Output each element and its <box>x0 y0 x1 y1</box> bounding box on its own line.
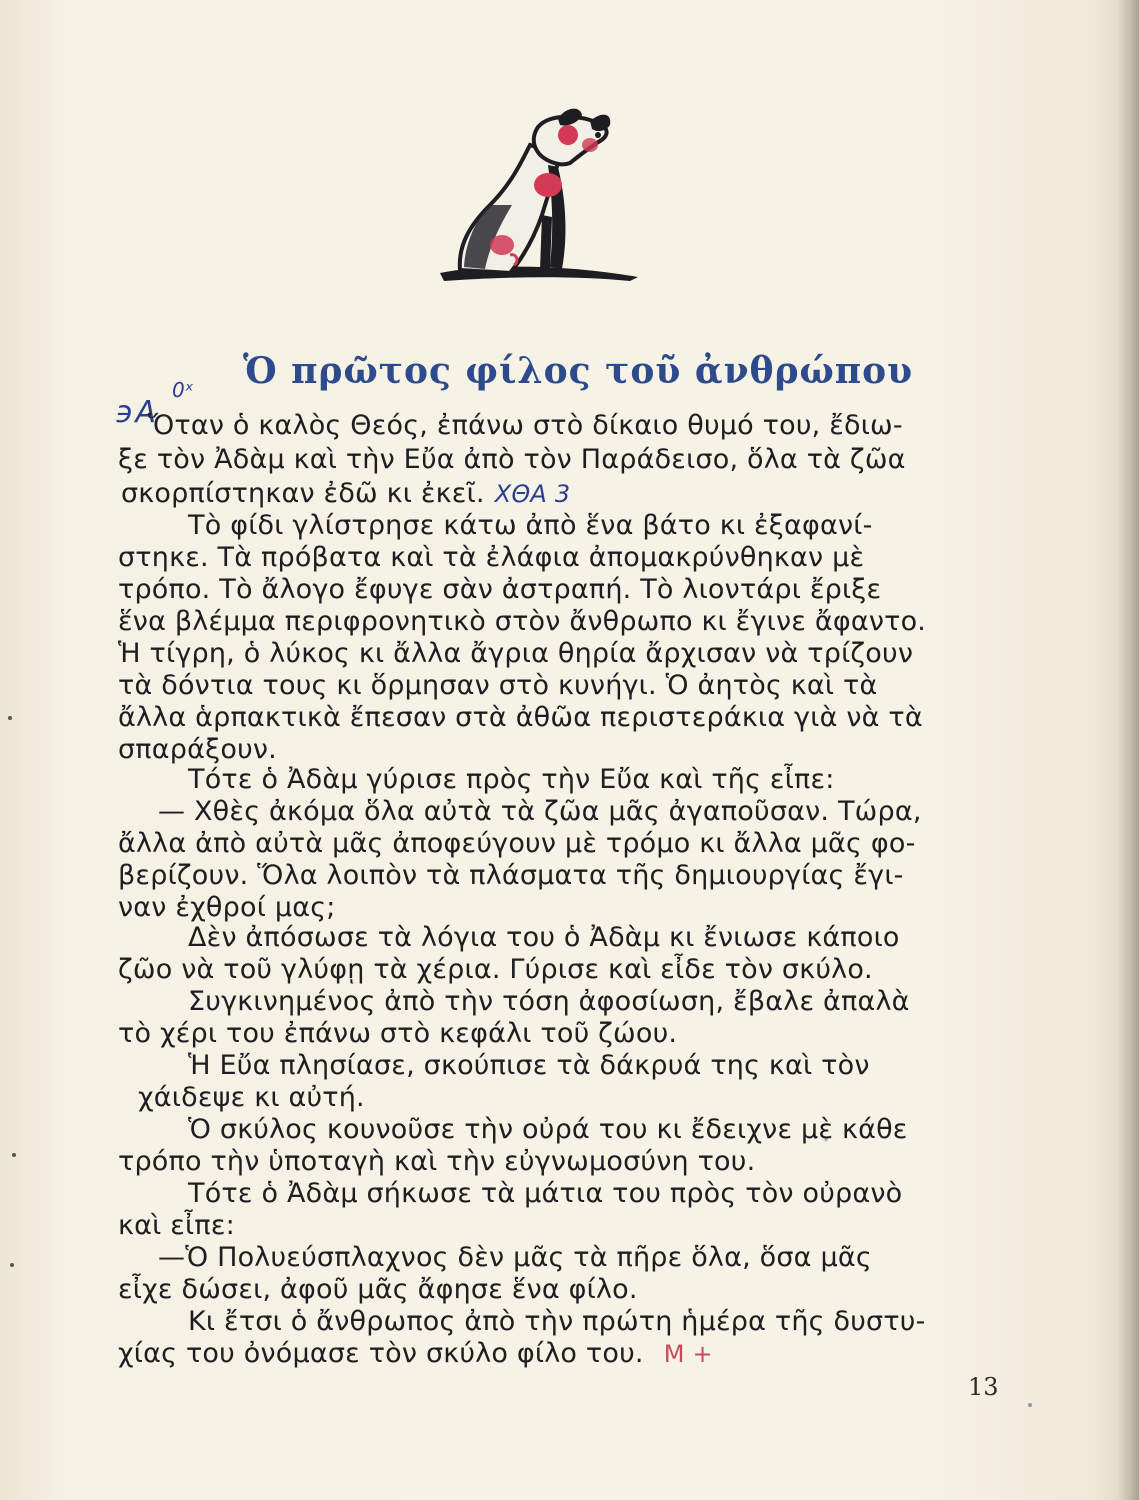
text-line: τρόπο. Τὸ ἄλογο ἔφυγε σὰν ἀστραπή. Τὸ λιοντάρι ἔριξε <box>118 574 882 605</box>
text-line: ξε τὸν Ἀδὰμ καὶ τὴν Εὔα ἀπὸ τὸν Παράδεισο, ὅλα τὰ ζῶα <box>118 444 906 475</box>
margin-handwritten-note: ϶Α <box>115 395 158 430</box>
text-line: Δὲν ἀπόσωσε τὰ λόγια του ὁ Ἀδὰμ κι ἔνιωσε κάποιο <box>188 922 900 953</box>
text-line: Τὸ φίδι γλίστρησε κάτω ἀπὸ ἕνα βάτο κι ἐξαφανί- <box>188 510 873 541</box>
text-line: εἶχε δώσει, ἀφοῦ μᾶς ἄφησε ἕνα φίλο. <box>118 1274 638 1305</box>
text-line: ἄλλα ἀπὸ αὐτὰ μᾶς ἀποφεύγουν μὲ τρόμο κι ἄλλα μᾶς φο- <box>118 828 916 859</box>
sitting-dog-drawing-icon <box>430 105 650 305</box>
text-line: ἕνα βλέμμα περιφρονητικὸ στὸν ἄνθρωπο κι ἔγινε ἄφαντο. <box>118 606 927 637</box>
text-line: Ὅταν ὁ καλὸς Θεός, ἐπάνω στὸ δίκαιο θυμό του, ἔδιω- <box>148 410 903 441</box>
text-line: σκορπίστηκαν ἐδῶ κι ἐκεῖ. ΧΘΑ 3 <box>121 478 571 509</box>
text-line: Ἡ τίγρη, ὁ λύκος κι ἄλλα ἄγρια θηρία ἄρχισαν νὰ τρίζουν <box>118 638 914 669</box>
text-line: —Ὁ Πολυεύσπλαχνος δὲν μᾶς τὰ πῆρε ὅλα, ὅσα μᾶς <box>158 1242 872 1273</box>
text-line: καὶ εἶπε: <box>118 1210 235 1241</box>
text-line: Τότε ὁ Ἀδὰμ γύρισε πρὸς τὴν Εὔα καὶ τῆς εἶπε: <box>188 764 835 795</box>
end-handwritten-note: M + <box>663 1340 713 1368</box>
text-line: Τότε ὁ Ἀδὰμ σήκωσε τὰ μάτια του πρὸς τὸν οὐρανὸ <box>188 1178 903 1209</box>
text-line: τὸ χέρι του ἐπάνω στὸ κεφάλι τοῦ ζώου. <box>118 1018 678 1049</box>
page-number: 13 <box>968 1373 999 1401</box>
text-line: Ἡ Εὔα πλησίασε, σκούπισε τὰ δάκρυά της καὶ τὸν <box>188 1050 870 1081</box>
text-line: τρόπο τὴν ὑποταγὴ καὶ τὴν εὐγνωμοσύνη του. <box>118 1146 756 1177</box>
text-line: σπαράξουν. <box>118 734 277 765</box>
text-line: ζῶο νὰ τοῦ γλύφῃ τὰ χέρια. Γύρισε καὶ εἶδε τὸν σκύλο. <box>118 954 873 985</box>
text-line: ἄλλα ἁρπακτικὰ ἔπεσαν στὰ ἀθῶα περιστεράκια γιὰ νὰ τὰ <box>118 702 923 733</box>
text-line: στηκε. Τὰ πρόβατα καὶ τὰ ἐλάφια ἀπομακρύνθηκαν μὲ <box>118 542 865 573</box>
margin-handwritten-note-sup: 0ˣ <box>172 378 194 402</box>
text-line: χίας του ὀνόμασε τὸν σκύλο φίλο του. M + <box>118 1338 713 1369</box>
text-line: χάιδεψε κι αὐτή. <box>138 1082 365 1113</box>
text-line: Κι ἔτσι ὁ ἄνθρωπος ἀπὸ τὴν πρώτη ἡμέρα τῆς δυστυ- <box>188 1306 926 1337</box>
text-line: βερίζουν. Ὅλα λοιπὸν τὰ πλάσματα τῆς δημιουργίας ἔγι- <box>118 860 904 891</box>
text-line: Ὁ σκύλος κουνοῦσε τὴν οὐρά του κι ἔδειχνε μὲ κάθε <box>188 1114 908 1145</box>
text-line: — Χθὲς ἀκόμα ὅλα αὐτὰ τὰ ζῶα μᾶς ἀγαποῦσαν. Τώρα, <box>158 796 922 827</box>
story-title: Ὁ πρῶτος φίλος τοῦ ἀνθρώπου <box>243 350 914 392</box>
inline-handwritten-note: ΧΘΑ 3 <box>494 480 571 508</box>
text-line: ναν ἐχθροί μας; <box>118 892 336 923</box>
text-line: Συγκινημένος ἀπὸ τὴν τόση ἀφοσίωση, ἔβαλε ἀπαλὰ <box>188 986 910 1017</box>
text-line: τὰ δόντια τους κι ὅρμησαν στὸ κυνήγι. Ὁ ἀητὸς καὶ τὰ <box>118 670 878 701</box>
